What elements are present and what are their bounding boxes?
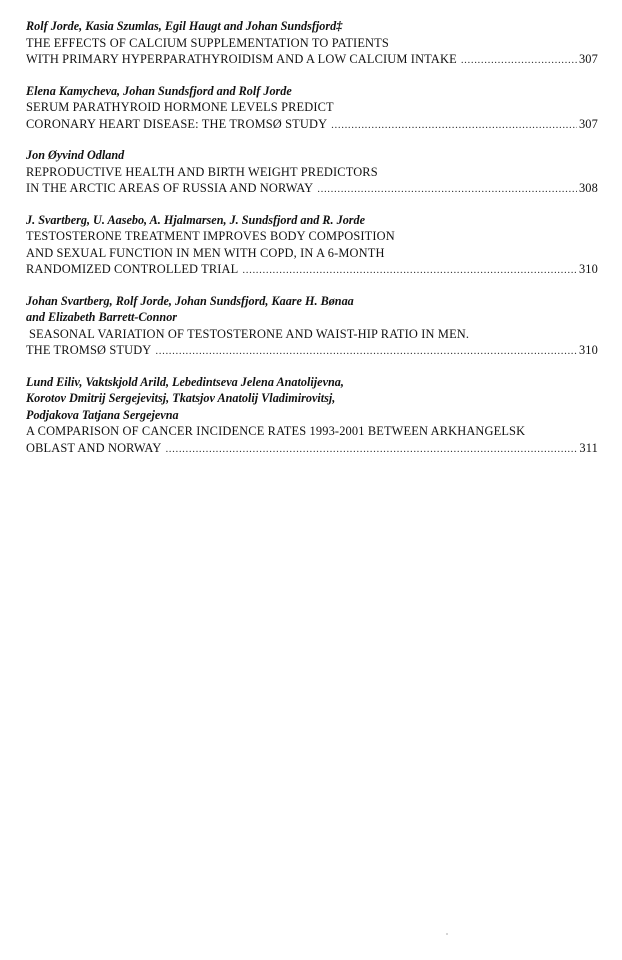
entry-title-line: THE TROMSØ STUDY [26, 343, 152, 357]
entry-title-last-line [26, 342, 598, 360]
entry-title-line: TESTOSTERONE TREATMENT IMPROVES BODY COMPOSITION [26, 229, 395, 243]
dot-leader [317, 181, 577, 198]
entry-title-line: OBLAST AND NORWAY [26, 440, 162, 455]
entry-title-last-line [26, 116, 598, 134]
toc-entry [26, 18, 598, 69]
dot-leader [242, 262, 577, 279]
entry-title-line: SERUM PARATHYROID HORMONE LEVELS PREDICT [26, 100, 334, 114]
entry-title-line: A COMPARISON OF CANCER INCIDENCE RATES 1993-2001 BETWEEN ARKHANGELSK [26, 424, 526, 438]
entry-title-line: CORONARY HEART DISEASE: THE TROMSØ STUDY [26, 116, 328, 131]
toc-entry [26, 374, 598, 458]
entry-authors: Rolf Jorde, Kasia Szumlas, Egil Haugt and Johan Sundsfjord‡ [26, 19, 343, 33]
dot-leader [461, 52, 577, 69]
entry-authors: J. Svartberg, U. Aasebo, A. Hjalmarsen, J. Sundsfjord and R. Jorde [26, 212, 366, 227]
entry-title-line: SEASONAL VARIATION OF TESTOSTERONE AND WAIST-HIP RATIO IN MEN. [29, 326, 470, 341]
dot-leader [165, 441, 577, 458]
dot-leader [331, 117, 577, 134]
entry-page-number: 307 [578, 52, 598, 66]
entry-page-number: 310 [578, 262, 598, 276]
entry-title-line: THE EFFECTS OF CALCIUM SUPPLEMENTATION TO PATIENTS [26, 35, 389, 50]
entry-authors: and Elizabeth Barrett-Connor [26, 310, 178, 324]
toc-entry [26, 293, 598, 360]
entry-title-line: RANDOMIZED CONTROLLED TRIAL [26, 262, 239, 276]
toc-entry [26, 83, 598, 134]
entry-title-line: REPRODUCTIVE HEALTH AND BIRTH WEIGHT PREDICTORS [26, 164, 378, 179]
entry-title-line: WITH PRIMARY HYPERPARATHYROIDISM AND A LOW CALCIUM INTAKE [26, 52, 457, 66]
toc-entry [26, 147, 598, 198]
entry-title-last-line [26, 261, 598, 279]
entry-page-number: 310 [578, 343, 598, 357]
entry-title-line: AND SEXUAL FUNCTION IN MEN WITH COPD, IN A 6-MONTH [26, 245, 385, 260]
entry-title-last-line [26, 51, 598, 69]
table-of-contents [26, 18, 598, 471]
entry-authors: Elena Kamycheva, Johan Sundsfjord and Rolf Jorde [26, 83, 292, 98]
entry-title-line: IN THE ARCTIC AREAS OF RUSSIA AND NORWAY [26, 181, 314, 195]
dot-leader [155, 343, 577, 360]
entry-page-number: 311 [579, 440, 598, 455]
entry-title-last-line [26, 180, 598, 198]
entry-authors: Lund Eiliv, Vaktskjold Arild, Lebedintseva Jelena Anatolijevna, [26, 374, 344, 389]
entry-authors: Korotov Dmitrij Sergejevitsj, Tkatsjov Anatolij Vladimirovitsj, [26, 391, 336, 405]
entry-authors: Podjakova Tatjana Sergejevna [26, 407, 179, 422]
entry-page-number: 307 [578, 116, 598, 131]
toc-entry [26, 212, 598, 279]
entry-authors: Jon Øyvind Odland [26, 148, 125, 162]
entry-authors: Johan Svartberg, Rolf Jorde, Johan Sundsfjord, Kaare H. Bønaa [26, 293, 354, 308]
scan-speck [446, 933, 448, 935]
entry-title-last-line [26, 440, 598, 458]
entry-page-number: 308 [578, 181, 598, 195]
